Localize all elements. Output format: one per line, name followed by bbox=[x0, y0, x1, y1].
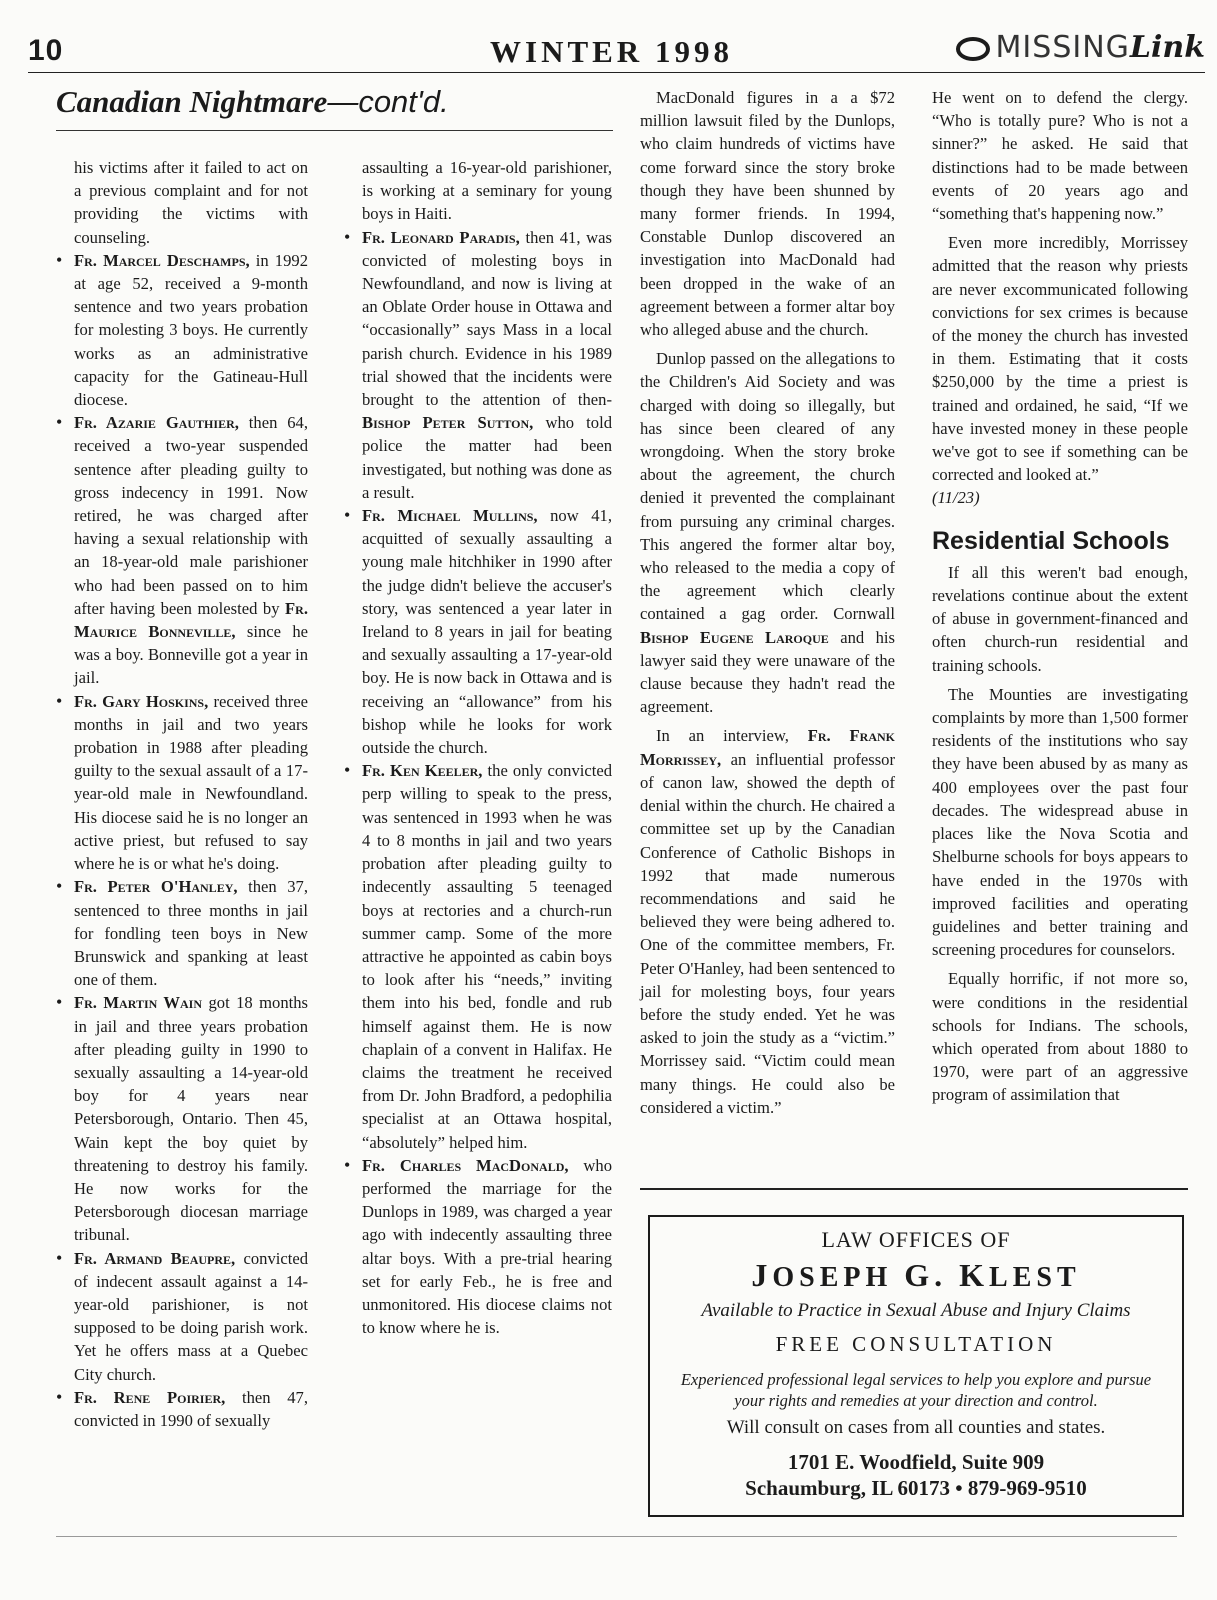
paragraph bbox=[640, 347, 895, 718]
ad-consult-note: Will consult on cases from all counties and states. bbox=[726, 1417, 1106, 1438]
col2-intro-text: assaulting a 16-year-old parishioner, is working at a seminary for young boys in Haiti. bbox=[362, 158, 612, 224]
masthead-word-missing: MISSING bbox=[995, 30, 1130, 65]
article-column-1 bbox=[56, 156, 308, 1432]
ad-name-part: OSEPH bbox=[772, 1262, 893, 1293]
entry-text: now 41, acquitted of sexually assaulting a young male hitchhiker in 1990 after the judge didn't believe the accuser's story, was sentenced a year later in Ireland to 8 years in jail for beating and sexually assaulting a 17-year-old boy. He is now back in Ottawa and is receiving an “allowance” from his bishop while he looks for work outside the church. bbox=[362, 506, 612, 758]
priest-name: Fr. Marcel Deschamps, bbox=[74, 250, 250, 270]
paragraph-text: Dunlop passed on the allegations to the Children's Aid Society and was charged with doing so illegally, but has since been cleared of any wrongdoing. When the story broke about the agreement, the church denied it prevented the complainant from pursuing any criminal charges. This angered the former altar boy, who released to the media a copy of the agreement which clearly contained a gag order. Cornwall bbox=[640, 349, 895, 624]
ad-tagline: Available to Practice in Sexual Abuse and Injury Claims bbox=[701, 1300, 1131, 1321]
list-item bbox=[56, 690, 308, 876]
paragraph-text: and his lawyer said they were unaware of the clause because they hadn't read the agreement. bbox=[640, 627, 895, 717]
priest-name: Fr. Charles MacDonald, bbox=[362, 1155, 569, 1175]
chain-link-icon bbox=[956, 37, 990, 61]
list-item bbox=[344, 226, 612, 504]
col1-intro bbox=[56, 156, 308, 249]
paragraph: The Mounties are investigating complaints by more than 1,500 former residents of the institutions who say they have been abused by as many as 400 employees over the past four decades. The widespread abuse in places like the Nova Scotia and Shelburne schools for boys appears to have ended in the 1970s with improved facilities and operating guidelines and better training and screening procedures for counselors. bbox=[932, 684, 1188, 960]
article-column-2 bbox=[344, 156, 612, 1339]
bishop-name: Bishop Peter Sutton, bbox=[362, 413, 534, 433]
entry-text: who performed the marriage for the Dunlops in 1989, was charged a year ago with indecently assaulting three altar boys. With a pre-trial hearing set for early Feb., he is free and unmonitored. His diocese claims not to know where he is. bbox=[362, 1155, 612, 1338]
entry-text: then 41, was convicted of molesting boys in Newfoundland, and now is living at an Oblate Order house in Ottawa and “occasionally” says Mass in a local parish church. Evidence in his 1989 trial showed that the incidents were brought to the attention of then- bbox=[362, 227, 612, 410]
article-column-3 bbox=[640, 86, 895, 1119]
col1-intro-text: his victims after it failed to act on a previous complaint and for not providing the victims with counseling. bbox=[74, 158, 308, 247]
entry-text: convicted of indecent assault against a 14-year-old parishioner, is not supposed to be doing parish work. Yet he offers mass at a Quebec City church. bbox=[74, 1248, 308, 1384]
priest-name: Fr. Gary Hoskins, bbox=[74, 691, 209, 711]
dateline: (11/23) bbox=[932, 488, 980, 508]
priest-name: Fr. Azarie Gauthier, bbox=[74, 413, 239, 433]
list-item bbox=[344, 759, 612, 1153]
entry-text: then 64, received a two-year suspended sentence after pleading guilty to gross indecency in 1991. Now retired, he was charged after having a sexual relationship with an 18-year-old male parishioner who had been passed on to him after having been molested by bbox=[74, 413, 309, 618]
bishop-name: Bishop Eugene Laroque bbox=[640, 627, 829, 647]
article-column-4 bbox=[932, 86, 1188, 1107]
list-item bbox=[56, 1386, 308, 1432]
list-item bbox=[344, 504, 612, 759]
list-item bbox=[56, 249, 308, 411]
priest-name: Fr. Frank Morrissey, bbox=[640, 726, 895, 769]
list-item bbox=[344, 1154, 612, 1340]
col2-intro bbox=[344, 156, 612, 226]
title-rule bbox=[56, 130, 613, 131]
page-number: 10 bbox=[28, 34, 64, 67]
subsection-heading: Residential Schools bbox=[932, 526, 1170, 555]
masthead-word-link: Link bbox=[1129, 30, 1205, 65]
footer-rule bbox=[56, 1536, 1177, 1537]
paragraph: Even more incredibly, Morrissey admitted that the reason why priests are never excommunicated following convictions for sex crimes is because of the money the church has invested in them. Estimating that it costs $250,000 by the time a priest is trained and ordained, he said, “If we have invested money in these people we've got to see if something can be corrected and looked at.” bbox=[932, 233, 1188, 485]
paragraph-text: In an interview, bbox=[656, 726, 789, 746]
ad-name-initial: K bbox=[959, 1257, 990, 1293]
paragraph: If all this weren't bad enough, revelations continue about the extent of abuse in government-financed and often church-run residential and training schools. bbox=[932, 562, 1188, 675]
priest-name: Fr. Leonard Paradis, bbox=[362, 227, 520, 247]
section-title-cont: —cont'd. bbox=[327, 84, 449, 119]
ad-separator-rule bbox=[640, 1188, 1188, 1190]
entry-text: in 1992 at age 52, received a 9-month sentence and two years probation for molesting 3 boys. He currently works as an administrative capacity for the Gatineau-Hull diocese. bbox=[74, 250, 308, 410]
priest-name: Fr. Michael Mullins, bbox=[362, 506, 538, 526]
ad-description: Experienced professional legal services to help you explore and pursue your rights and remedies at your direction and control. bbox=[680, 1370, 1152, 1410]
priest-name: Fr. Ken Keeler, bbox=[362, 761, 483, 781]
priest-name: Fr. Rene Poirier, bbox=[74, 1387, 226, 1407]
list-item bbox=[56, 411, 308, 689]
list-item bbox=[56, 875, 308, 991]
ad-name-initial: J bbox=[751, 1257, 773, 1293]
ad-address bbox=[650, 1449, 1182, 1501]
ad-lawyer-name bbox=[650, 1257, 1182, 1294]
entry-text: then 37, sentenced to three months in jail for fondling teen boys in New Brunswick and spanking at least one of them. bbox=[74, 877, 309, 990]
priest-name: Fr. Martin Wain bbox=[74, 993, 203, 1013]
header-rule bbox=[28, 72, 1205, 73]
paragraph-text: an influential professor of canon law, showed the depth of denial within the church. He chaired a committee set up by the Canadian Conference of Catholic Bishops in 1992 that made numerous recommendations and said he believed they were being adhered to. One of the committee members, Fr. Peter O'Hanley, had been sentenced to jail for molesting boys, four years before the study ended. Yet he was asked to join the study as a “victim.” Morrissey said. “Victim could mean many things. He could also be considered a victim.” bbox=[640, 749, 895, 1117]
entry-text: who told police the matter had been investigated, but nothing was done as a result. bbox=[362, 413, 612, 502]
priest-name: Fr. Armand Beaupre, bbox=[74, 1248, 236, 1268]
ad-name-part: LEST bbox=[989, 1262, 1081, 1293]
ad-heading: LAW OFFICES OF bbox=[821, 1227, 1011, 1252]
issue-date: WINTER 1998 bbox=[490, 34, 733, 69]
paragraph: Equally horrific, if not more so, were conditions in the residential schools for Indians. The schools, which operated from about 1880 to 1970, were part of an aggressive program of assimilation that bbox=[932, 969, 1188, 1105]
list-item bbox=[56, 991, 308, 1246]
ad-address-line2: Schaumburg, IL 60173 • 879-969-9510 bbox=[745, 1476, 1087, 1500]
law-office-advertisement bbox=[648, 1215, 1184, 1517]
masthead bbox=[956, 30, 1205, 65]
priest-name: Fr. Maurice Bonneville, bbox=[74, 598, 308, 642]
page-header bbox=[28, 28, 1205, 72]
list-item bbox=[56, 1247, 308, 1386]
entry-text: then 47, convicted in 1990 of sexually bbox=[74, 1387, 309, 1430]
paragraph: MacDonald figures in a a $72 million lawsuit filed by the Dunlops, who claim hundreds of victims have come forward since the story broke though they have been shunned by many former friends. In 1994, Constable Dunlop discovered an investigation into MacDonald had been dropped in the wake of an agreement between a former altar boy who alleged abuse and the church. bbox=[640, 88, 895, 340]
paragraph: He went on to defend the clergy. “Who is totally pure? Who is not a sinner?” he asked. He said that distinctions had to be made between events of 20 years ago and “something that's happening now.” bbox=[932, 88, 1188, 224]
entry-text: the only convicted perp willing to speak to the press, was sentenced in 1993 when he was 4 to 8 months in jail and two years probation after pleading guilty to indecently assaulting 5 teenaged boys at rectories and a church-run summer camp. Some of the more attractive he appointed as cabin boys to look after his “needs,” inviting them into his bed, fondle and rub himself against them. He is now chaplain of a convent in Halifax. He claims the treatment he received from Dr. John Bradford, a pedophilia specialist at an Ottawa hospital, “absolutely” helped him. bbox=[362, 761, 613, 1152]
ad-free-consultation: FREE CONSULTATION bbox=[775, 1332, 1057, 1356]
entry-text: got 18 months in jail and three years probation after pleading guilty in 1990 to sexually assaulting a 14-year-old boy for 4 years near Petersborough, Ontario. Then 45, Wain kept the boy quiet by threatening to destroy his family. He now works for the Petersborough diocesan marriage tribunal. bbox=[74, 993, 308, 1245]
section-title-main: Canadian Nightmare bbox=[56, 84, 328, 119]
paragraph bbox=[640, 724, 895, 1118]
section-title bbox=[56, 84, 449, 120]
ad-name-middle: G. bbox=[904, 1257, 948, 1293]
entry-text: received three months in jail and two years probation in 1988 after pleading guilty to the sexual assault of a 17-year-old male in Newfoundland. His diocese said he is no longer an active priest, but refused to say where he is or what he's doing. bbox=[74, 691, 308, 874]
ad-address-line1: 1701 E. Woodfield, Suite 909 bbox=[787, 1450, 1045, 1474]
priest-name: Fr. Peter O'Hanley, bbox=[74, 877, 238, 897]
entry-text: since he was a boy. Bonneville got a year in jail. bbox=[74, 622, 309, 688]
